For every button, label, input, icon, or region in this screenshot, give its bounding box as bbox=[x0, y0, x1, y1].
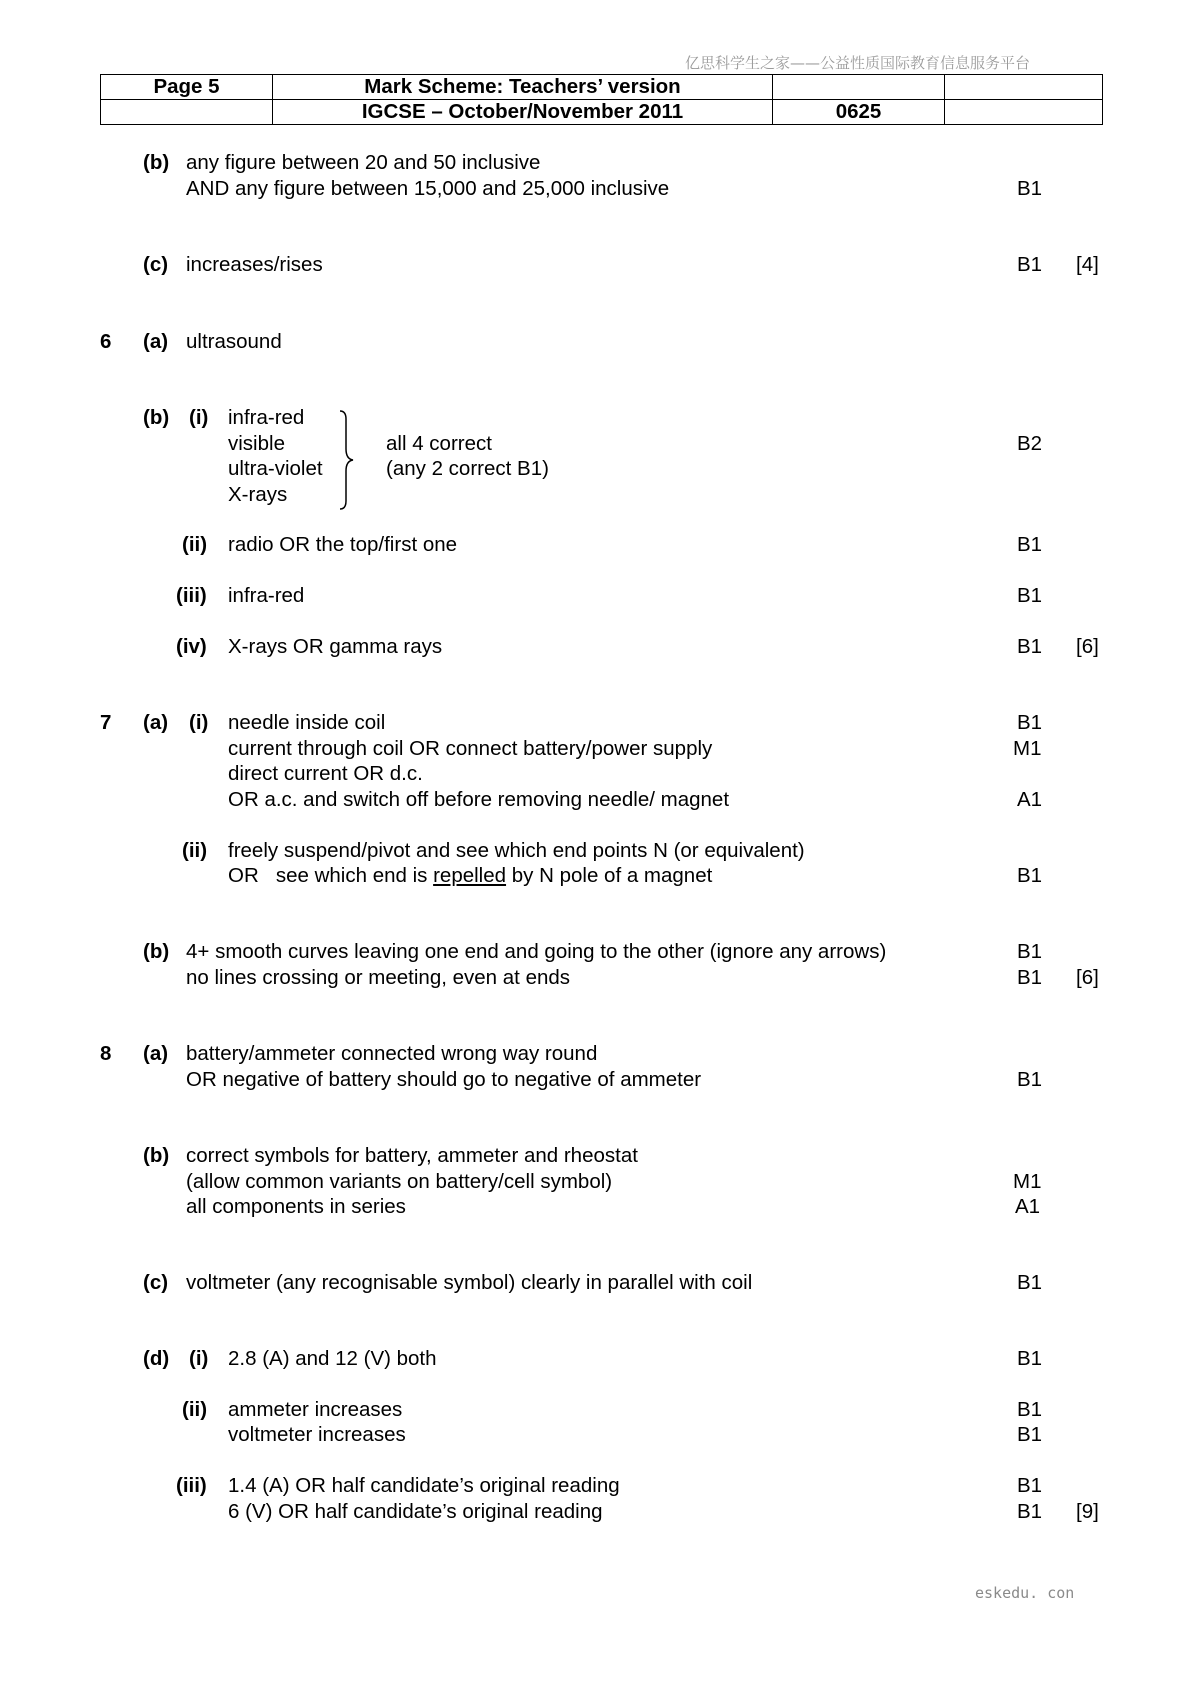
q8-di-mark: B1 bbox=[1017, 1347, 1043, 1370]
q6-bi-item-0: infra-red bbox=[228, 406, 305, 429]
q8-a-label: (a) bbox=[143, 1042, 169, 1065]
q7-ai-line4-mark: A1 bbox=[1017, 788, 1043, 811]
q8-c-mark: B1 bbox=[1017, 1271, 1043, 1294]
q6-bi-item-2: ultra-violet bbox=[228, 457, 323, 480]
q5-c-mark: B1 bbox=[1017, 253, 1043, 276]
q6-bi-note2: (any 2 correct B1) bbox=[386, 457, 549, 480]
q6-bi-label: (i) bbox=[189, 406, 209, 429]
q6-a-text: ultrasound bbox=[186, 330, 282, 353]
q5-c-label: (c) bbox=[143, 253, 169, 276]
q8-b-label: (b) bbox=[143, 1144, 170, 1167]
q5-b-mark: B1 bbox=[1017, 177, 1043, 200]
q8-b-line2-mark: M1 bbox=[1013, 1170, 1042, 1193]
q8-b-line3: all components in series bbox=[186, 1195, 406, 1218]
q7-total: [6] bbox=[1076, 966, 1099, 989]
curly-brace-icon bbox=[338, 409, 356, 511]
q8-a-line2: OR negative of battery should go to negative of ammeter bbox=[186, 1068, 702, 1091]
q7-aii-line2-underlined: repelled bbox=[433, 864, 507, 887]
q7-ai-line2-mark: M1 bbox=[1013, 737, 1042, 760]
q5-b-line2: AND any figure between 15,000 and 25,000 inclusive bbox=[186, 177, 670, 200]
q6-bii-mark: B1 bbox=[1017, 533, 1043, 556]
header-exam: IGCSE – October/November 2011 bbox=[273, 100, 773, 125]
q7-b-line1: 4+ smooth curves leaving one end and going to the other (ignore any arrows) bbox=[186, 940, 887, 963]
q7-ai-line1-mark: B1 bbox=[1017, 711, 1043, 734]
q7-ai-line2: current through coil OR connect battery/power supply bbox=[228, 737, 713, 760]
header-empty-1 bbox=[773, 75, 945, 100]
q8-c-text: voltmeter (any recognisable symbol) clearly in parallel with coil bbox=[186, 1271, 753, 1294]
q6-biii-label: (iii) bbox=[176, 584, 207, 607]
q7-number: 7 bbox=[100, 711, 112, 734]
q8-a-mark: B1 bbox=[1017, 1068, 1043, 1091]
header-empty-2 bbox=[945, 75, 1103, 100]
q8-diii-line1: 1.4 (A) OR half candidate’s original reading bbox=[228, 1474, 620, 1497]
q6-biv-text: X-rays OR gamma rays bbox=[228, 635, 443, 658]
q6-total: [6] bbox=[1076, 635, 1099, 658]
q8-diii-label: (iii) bbox=[176, 1474, 207, 1497]
q6-biii-mark: B1 bbox=[1017, 584, 1043, 607]
header-page: Page 5 bbox=[101, 75, 273, 100]
q7-a-label: (a) bbox=[143, 711, 169, 734]
q7-aii-label: (ii) bbox=[182, 839, 208, 862]
header-empty-3 bbox=[101, 100, 273, 125]
q5-b-line1: any figure between 20 and 50 inclusive bbox=[186, 151, 541, 174]
header-table bbox=[100, 74, 1103, 125]
footer-watermark: eskedu. con bbox=[975, 1584, 1075, 1602]
q8-dii-line1-mark: B1 bbox=[1017, 1398, 1043, 1421]
q6-biv-mark: B1 bbox=[1017, 635, 1043, 658]
q7-ai-line1: needle inside coil bbox=[228, 711, 386, 734]
q6-bi-item-1: visible bbox=[228, 432, 285, 455]
header-empty-4 bbox=[945, 100, 1103, 125]
q8-dii-line1: ammeter increases bbox=[228, 1398, 403, 1421]
q7-ai-line3: direct current OR d.c. bbox=[228, 762, 423, 785]
q6-bii-label: (ii) bbox=[182, 533, 208, 556]
header-syllabus: 0625 bbox=[773, 100, 945, 125]
q8-total: [9] bbox=[1076, 1500, 1099, 1523]
q5-b-label: (b) bbox=[143, 151, 170, 174]
q7-aii-line2-pre: OR see which end is bbox=[228, 864, 434, 887]
q7-aii-line2-post: by N pole of a magnet bbox=[506, 864, 713, 887]
q8-dii-line2-mark: B1 bbox=[1017, 1423, 1043, 1446]
q8-b-line3-mark: A1 bbox=[1015, 1195, 1041, 1218]
q8-b-line2: (allow common variants on battery/cell symbol) bbox=[186, 1170, 613, 1193]
q6-bi-mark: B2 bbox=[1017, 432, 1043, 455]
header-title: Mark Scheme: Teachers’ version bbox=[273, 75, 773, 100]
q8-dii-label: (ii) bbox=[182, 1398, 208, 1421]
q8-dii-line2: voltmeter increases bbox=[228, 1423, 406, 1446]
q6-bi-note1: all 4 correct bbox=[386, 432, 492, 455]
q7-aii-line2 bbox=[228, 864, 712, 888]
q7-ai-line4: OR a.c. and switch off before removing needle/ magnet bbox=[228, 788, 730, 811]
q8-diii-line2: 6 (V) OR half candidate’s original reading bbox=[228, 1500, 603, 1523]
q7-b-line1-mark: B1 bbox=[1017, 940, 1043, 963]
q6-bii-text: radio OR the top/first one bbox=[228, 533, 458, 556]
q8-di-label: (i) bbox=[189, 1347, 209, 1370]
q6-a-label: (a) bbox=[143, 330, 169, 353]
q7-aii-mark: B1 bbox=[1017, 864, 1043, 887]
q8-c-label: (c) bbox=[143, 1271, 169, 1294]
q8-diii-line1-mark: B1 bbox=[1017, 1474, 1043, 1497]
q8-a-line1: battery/ammeter connected wrong way round bbox=[186, 1042, 598, 1065]
q5-c-text: increases/rises bbox=[186, 253, 323, 276]
q7-b-line2: no lines crossing or meeting, even at ends bbox=[186, 966, 571, 989]
q8-di-text: 2.8 (A) and 12 (V) both bbox=[228, 1347, 437, 1370]
q5-total: [4] bbox=[1076, 253, 1099, 276]
q8-d-label: (d) bbox=[143, 1347, 170, 1370]
q7-aii-line1: freely suspend/pivot and see which end points N (or equivalent) bbox=[228, 839, 805, 862]
q7-b-label: (b) bbox=[143, 940, 170, 963]
q8-number: 8 bbox=[100, 1042, 112, 1065]
q6-b-label: (b) bbox=[143, 406, 170, 429]
q6-bi-item-3: X-rays bbox=[228, 483, 288, 506]
q7-b-line2-mark: B1 bbox=[1017, 966, 1043, 989]
q6-number: 6 bbox=[100, 330, 112, 353]
q8-b-line1: correct symbols for battery, ammeter and rheostat bbox=[186, 1144, 638, 1167]
q6-biv-label: (iv) bbox=[176, 635, 207, 658]
q6-biii-text: infra-red bbox=[228, 584, 305, 607]
watermark: 亿思科学生之家——公益性质国际教育信息服务平台 bbox=[685, 54, 1031, 72]
q7-ai-label: (i) bbox=[189, 711, 209, 734]
q8-diii-line2-mark: B1 bbox=[1017, 1500, 1043, 1523]
